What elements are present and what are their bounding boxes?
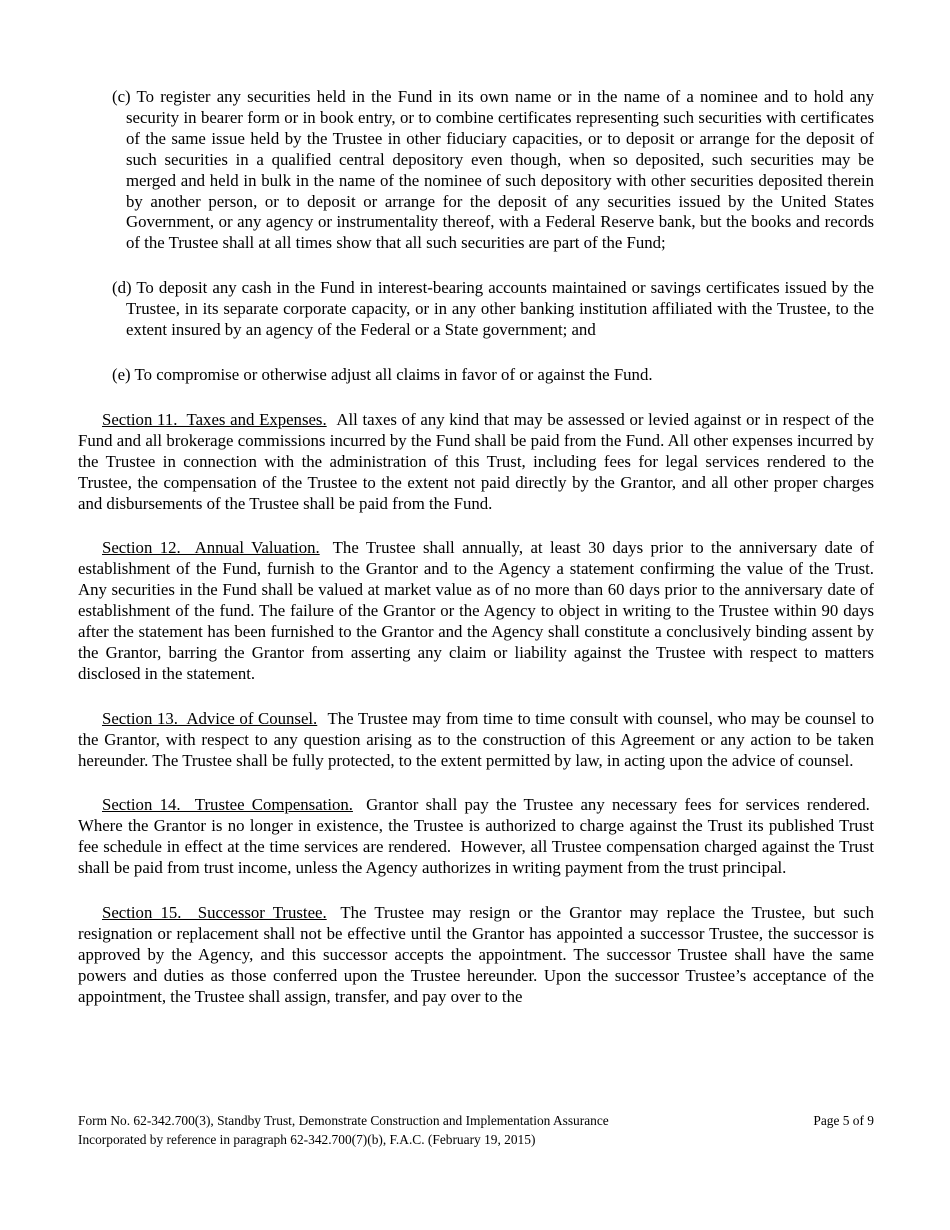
section-11-heading: Section 11. Taxes and Expenses.	[102, 409, 327, 429]
paragraph-c-label: (c)	[112, 87, 131, 106]
section-12-paragraph	[78, 538, 874, 684]
footer-line-1	[78, 1112, 874, 1131]
footer-page-number: Page 5 of 9	[813, 1113, 874, 1128]
paragraph-d-text: To deposit any cash in the Fund in interest-bearing accounts maintained or savings certificates issued by the Trustee, in its separate corporate capacity, or in any other banking institution affiliated with the Trustee, to the extent insured by an agency of the Federal or a State government; and	[126, 278, 874, 340]
page-footer	[78, 1112, 874, 1149]
section-13-body: The Trustee may from time to time consult with counsel, who may be counsel to the Grantor, with respect to any question arising as to the construction of this Agreement or any action to be taken hereunder. The Trustee shall be fully protected, to the extent permitted by law, in acting upon the advice of counsel.	[78, 708, 874, 770]
paragraph-e-label: (e)	[112, 364, 131, 384]
section-12-body: The Trustee shall annually, at least 30 days prior to the anniversary date of establishment of the Fund, furnish to the Grantor and to the Agency a statement confirming the value of the Trust. Any securities in the Fund shall be valued at market value as of no more than 60 days prior to the anniversary date of establishment of the fund. The failure of the Grantor or the Agency to object in writing to the Trustee within 90 days after the statement has been furnished to the Grantor and the Agency shall constitute a conclusively binding assent by the Grantor, barring the Grantor from asserting any claim or liability against the Trustee with respect to matters disclosed in the statement.	[78, 538, 874, 683]
paragraph-e-text: To compromise or otherwise adjust all claims in favor of or against the Fund.	[134, 364, 653, 384]
paragraph-d-label: (d)	[112, 278, 132, 298]
footer-form-number: Form No. 62-342.700(3), Standby Trust, Demonstrate Construction and Implementation Assurance	[78, 1113, 609, 1128]
paragraph-e	[78, 365, 874, 386]
section-15-heading: Section 15. Successor Trustee.	[102, 903, 327, 923]
section-14-body: Grantor shall pay the Trustee any necessary fees for services rendered. Where the Grantor is no longer in existence, the Trustee is authorized to charge against the Trust its published Trust fee schedule in effect at the time services are rendered. However, all Trustee compensation charged against the Trust shall be paid from trust income, unless the Agency authorizes in writing payment from the trust principal.	[78, 795, 874, 878]
section-11-paragraph	[78, 410, 874, 515]
section-14-paragraph	[78, 795, 874, 879]
section-11-body: All taxes of any kind that may be assessed or levied against or in respect of the Fund and all brokerage commissions incurred by the Fund shall be paid from the Fund. All other expenses incurred by the Trustee in connection with the administration of this Trust, including fees for legal services rendered to the Trustee, the compensation of the Trustee to the extent not paid directly by the Grantor, and all other proper charges and disbursements of the Trustee shall be paid from the Fund.	[78, 409, 874, 513]
section-13-paragraph	[78, 709, 874, 772]
paragraph-d	[78, 278, 874, 341]
footer-reference: Incorporated by reference in paragraph 62-342.700(7)(b), F.A.C. (February 19, 2015)	[78, 1131, 536, 1147]
section-12-heading: Section 12. Annual Valuation.	[102, 538, 320, 558]
paragraph-c	[78, 87, 874, 254]
section-15-paragraph	[78, 903, 874, 1008]
section-15-body: The Trustee may resign or the Grantor may replace the Trustee, but such resignation or replacement shall not be effective until the Grantor has appointed a successor Trustee, the successor is approved by the Agency, and this successor accepts the appointment. The successor Trustee shall have the same powers and duties as those conferred upon the Trustee hereunder. Upon the successor Trustee’s acceptance of the appointment, the Trustee shall assign, transfer, and pay over to the	[78, 903, 874, 1006]
section-14-heading: Section 14. Trustee Compensation.	[102, 795, 353, 815]
section-13-heading: Section 13. Advice of Counsel.	[102, 708, 318, 728]
paragraph-c-text: To register any securities held in the Fund in its own name or in the name of a nominee and to hold any security in bearer form or in book entry, or to combine certificates representing such securities with certificates of the same issue held by the Trustee in other fiduciary capacities, or to deposit or arrange for the deposit of such securities in a qualified central depository even though, when so deposited, such securities may be merged and held in bulk in the name of the nominee of such depository with other securities deposited therein by another person, or to deposit or arrange for the deposit of any securities issued by the United States Government, or any agency or instrumentality thereof, with a Federal Reserve bank, but the books and records of the Trustee shall at all times show that all such securities are part of the Fund;	[126, 87, 874, 253]
